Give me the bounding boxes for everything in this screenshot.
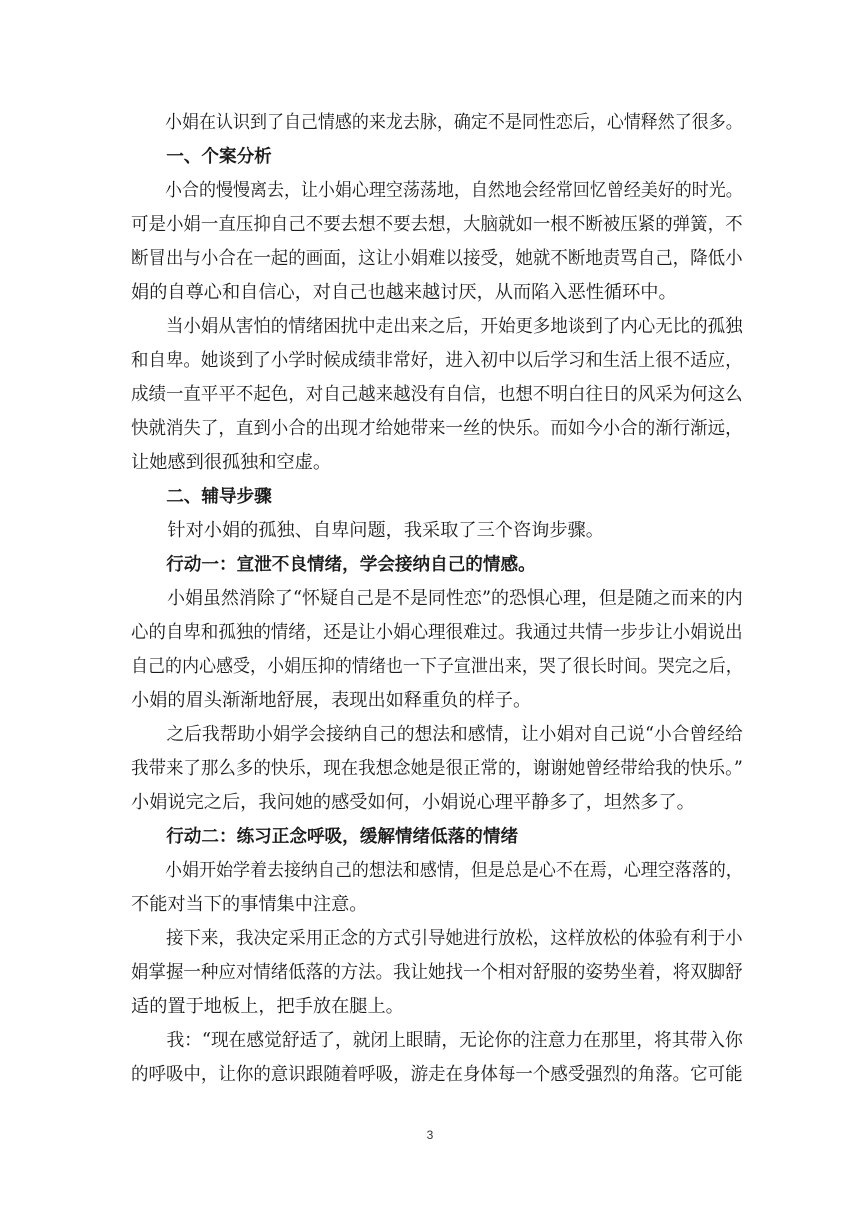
paragraph-line: 针对小娟的孤独、自卑问题，我采取了三个咨询步骤。	[131, 520, 604, 541]
action-heading-one: 行动一：宣泄不良情绪，学会接纳自己的情感。	[131, 555, 536, 575]
paragraph-line: 的呼吸中，让你的意识跟随着呼吸，游走在身体每一个感受强烈的角落。它可能	[131, 1064, 743, 1085]
paragraph-line: 断冒出与小合在一起的画面，这让小娟难以接受，她就不断地责骂自己，降低小	[131, 248, 743, 269]
paragraph-line: 适的置于地板上，把手放在腿上。	[131, 996, 404, 1017]
action-heading-two: 行动二：练习正念呼吸，缓解情绪低落的情绪	[131, 827, 519, 847]
paragraph-line: 我带来了那么多的快乐，现在我想念她是很正常的，谢谢她曾经带给我的快乐。”	[131, 758, 743, 779]
paragraph-line: 当小娟从害怕的情绪困扰中走出来之后，开始更多地谈到了内心无比的孤独	[131, 316, 743, 337]
paragraph-line: 心的自卑和孤独的情绪，还是让小娟心理很难过。我通过共情一步步让小娟说出	[131, 622, 743, 643]
paragraph-line: 不能对当下的事情集中注意。	[131, 894, 368, 915]
page-number: 3	[426, 1128, 434, 1142]
paragraph-line: 让她感到很孤独和空虚。	[131, 452, 332, 473]
paragraph-line: 小娟开始学着去接纳自己的想法和感情，但是总是心不在焉，心理空落落的，	[131, 860, 743, 881]
paragraph-line: 小合的慢慢离去，让小娟心理空荡荡地，自然地会经常回忆曾经美好的时光。	[131, 180, 743, 201]
paragraph-line: 娟的自尊心和自信心，对自己也越来越讨厌，从而陷入恶性循环中。	[131, 282, 677, 303]
paragraph-line: 小娟虽然消除了“怀疑自己是不是同性恋”的恐惧心理，但是随之而来的内	[131, 588, 743, 609]
paragraph-line: 可是小娟一直压抑自己不要去想不要去想，大脑就如一根不断被压紧的弹簧，不	[131, 214, 743, 235]
paragraph-line: 小娟的眉头渐渐地舒展，表现出如释重负的样子。	[131, 690, 532, 711]
paragraph-line: 和自卑。她谈到了小学时候成绩非常好，进入初中以后学习和生活上很不适应，	[131, 350, 743, 371]
paragraph-line: 小娟在认识到了自己情感的来龙去脉，确定不是同性恋后，心情释然了很多。	[131, 112, 743, 133]
section-heading-case-analysis: 一、个案分析	[131, 147, 272, 167]
paragraph-line: 之后我帮助小娟学会接纳自己的想法和感情，让小娟对自己说“小合曾经给	[131, 724, 743, 745]
section-heading-counseling-steps: 二、辅导步骤	[131, 487, 272, 507]
paragraph-line: 自己的内心感受，小娟压抑的情绪也一下子宣泄出来，哭了很长时间。哭完之后，	[131, 656, 743, 677]
paragraph-line: 我：“现在感觉舒适了，就闭上眼睛，无论你的注意力在那里，将其带入你	[131, 1030, 743, 1051]
paragraph-line: 接下来，我决定采用正念的方式引导她进行放松，这样放松的体验有利于小	[131, 928, 743, 949]
paragraph-line: 小娟说完之后，我问她的感受如何，小娟说心理平静多了，坦然多了。	[131, 792, 695, 813]
paragraph-line: 快就消失了，直到小合的出现才给她带来一丝的快乐。而如今小合的渐行渐远，	[131, 418, 743, 439]
paragraph-line: 娟掌握一种应对情绪低落的方法。我让她找一个相对舒服的姿势坐着，将双脚舒	[131, 962, 743, 983]
paragraph-line: 成绩一直平平不起色，对自己越来越没有自信，也想不明白往日的风采为何这么	[131, 384, 743, 405]
